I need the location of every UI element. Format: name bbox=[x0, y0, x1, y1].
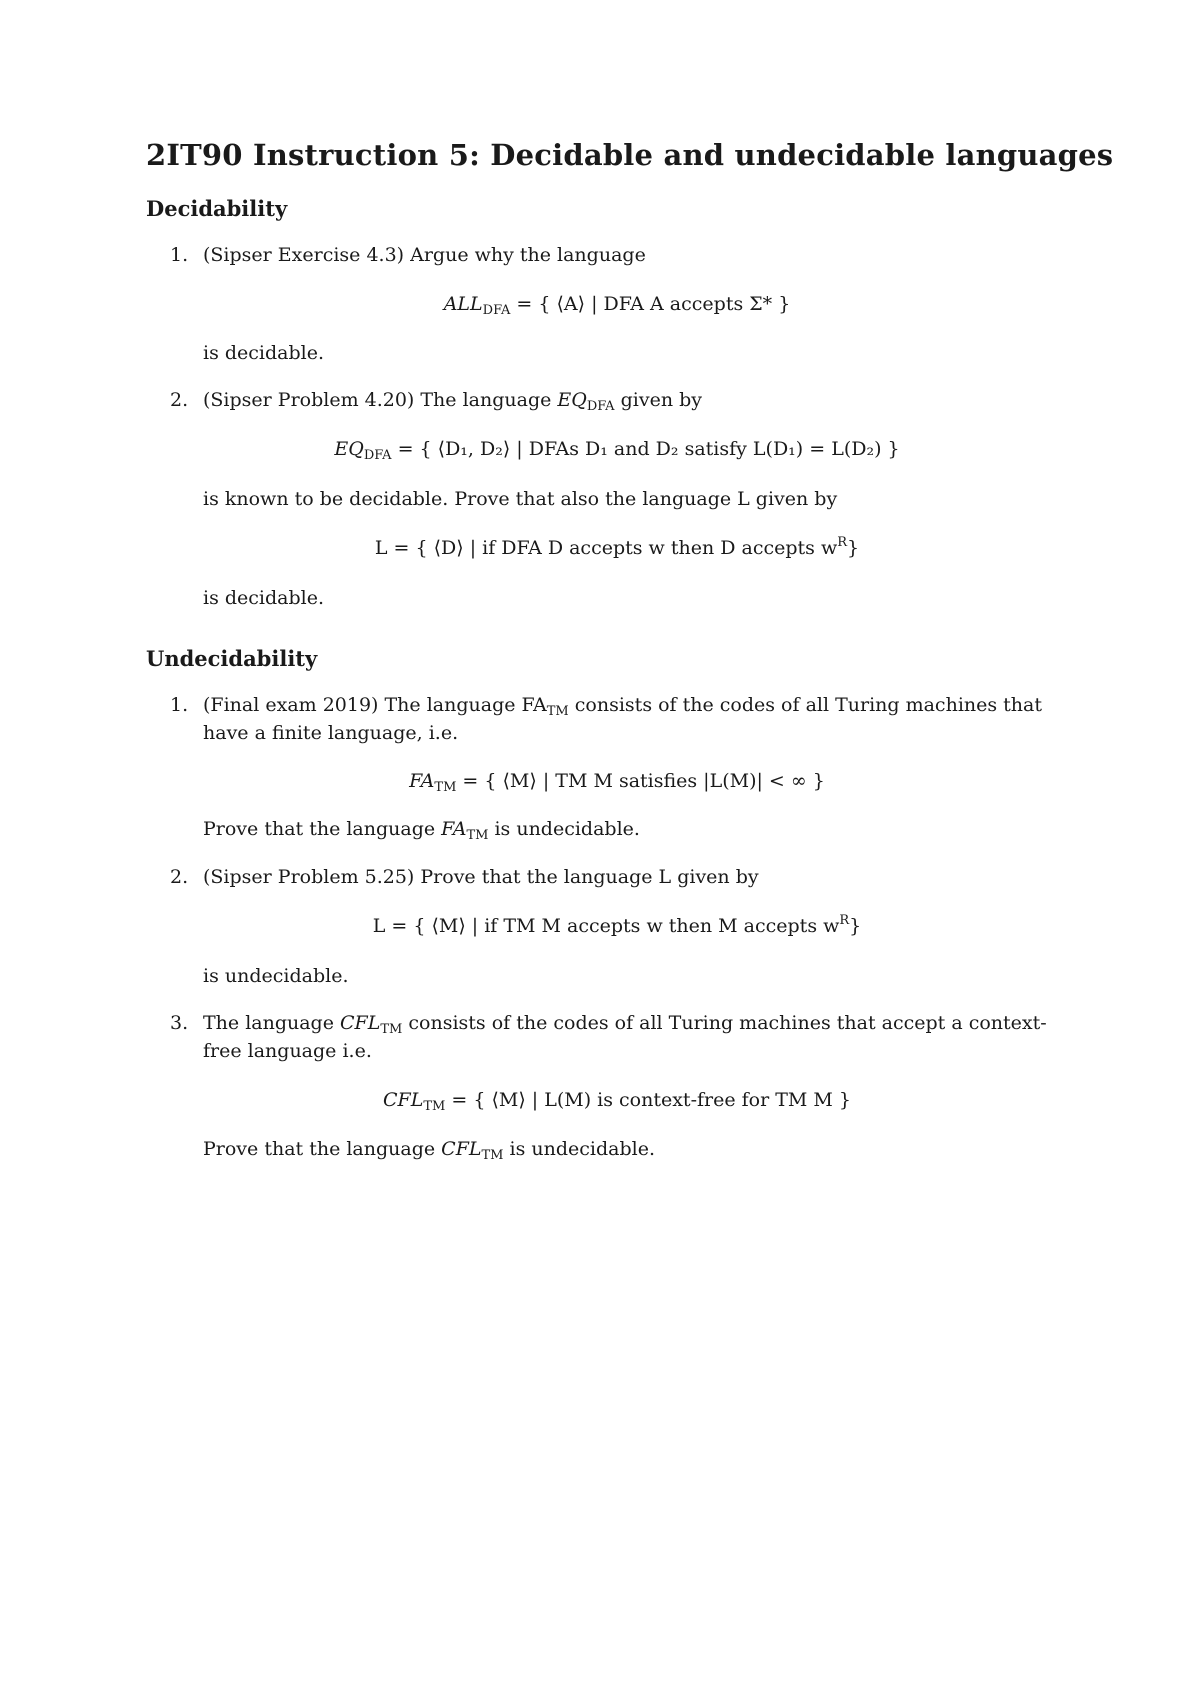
lang-name: CFL bbox=[340, 1012, 381, 1034]
text-run: is undecidable. bbox=[488, 818, 640, 840]
item-number: 2. bbox=[170, 389, 189, 411]
formula-subscript: DFA bbox=[363, 448, 392, 463]
text-run: Prove that the language bbox=[203, 1138, 442, 1160]
text-run: Prove that the language bbox=[203, 818, 442, 840]
section-heading-undecidability: Undecidability bbox=[146, 646, 318, 671]
formula-eq-dfa bbox=[0, 438, 1200, 463]
text-run: The language bbox=[203, 1012, 341, 1034]
item-text bbox=[203, 694, 1042, 719]
item-text bbox=[203, 1012, 1047, 1037]
item-text: (Sipser Problem 5.25) Prove that the language L given by bbox=[203, 866, 759, 888]
item-text-continued: free language i.e. bbox=[203, 1040, 372, 1062]
lang-name: CFL bbox=[441, 1138, 482, 1160]
item-conclusion bbox=[203, 818, 640, 843]
formula-cfl-tm bbox=[0, 1089, 1200, 1114]
formula-fa-tm bbox=[0, 770, 1200, 795]
text-run: consists of the codes of all Turing machines that accept a context- bbox=[402, 1012, 1047, 1034]
formula-end: } bbox=[847, 537, 860, 559]
lang-subscript: TM bbox=[546, 704, 569, 719]
lang-subscript: TM bbox=[380, 1022, 403, 1037]
formula-body: L = { ⟨D⟩ | if DFA D accepts w then D accepts w bbox=[374, 537, 838, 559]
item-number: 3. bbox=[170, 1012, 189, 1034]
item-text: is known to be decidable. Prove that also the language L given by bbox=[203, 488, 838, 510]
formula-all-dfa bbox=[0, 293, 1200, 318]
lang-name: EQ bbox=[557, 389, 587, 411]
formula-end: } bbox=[849, 915, 862, 937]
lang-subscript: DFA bbox=[586, 399, 615, 414]
formula-superscript: R bbox=[839, 913, 850, 928]
item-conclusion bbox=[203, 1138, 656, 1163]
formula-body: = { ⟨A⟩ | DFA A accepts Σ* } bbox=[510, 293, 791, 315]
text-run: (Sipser Problem 4.20) The language bbox=[203, 389, 558, 411]
item-text bbox=[203, 389, 702, 414]
formula-lang-name: CFL bbox=[383, 1089, 424, 1111]
lang-subscript: TM bbox=[466, 828, 489, 843]
lang-subscript: TM bbox=[481, 1148, 504, 1163]
item-text: (Sipser Exercise 4.3) Argue why the language bbox=[203, 244, 646, 266]
formula-body: = { ⟨M⟩ | TM M satisfies |L(M)| < ∞ } bbox=[456, 770, 825, 792]
formula-lang-name: EQ bbox=[334, 438, 364, 460]
text-run: consists of the codes of all Turing machines that bbox=[568, 694, 1042, 716]
formula-l-tm-reverse bbox=[0, 915, 1200, 937]
section-heading-decidability: Decidability bbox=[146, 196, 288, 221]
text-run: (Final exam 2019) The language FA bbox=[203, 694, 547, 716]
item-conclusion: is undecidable. bbox=[203, 965, 349, 987]
formula-superscript: R bbox=[837, 535, 848, 550]
item-number: 1. bbox=[170, 694, 189, 716]
formula-subscript: DFA bbox=[482, 303, 511, 318]
page-title: 2IT90 Instruction 5: Decidable and undecidable languages bbox=[146, 138, 1114, 172]
formula-body: = { ⟨M⟩ | L(M) is context-free for TM M } bbox=[445, 1089, 851, 1111]
formula-body: L = { ⟨M⟩ | if TM M accepts w then M accepts w bbox=[372, 915, 840, 937]
formula-body: = { ⟨D₁, D₂⟩ | DFAs D₁ and D₂ satisfy L(D₁) = L(D₂) } bbox=[391, 438, 900, 460]
lang-name: FA bbox=[441, 818, 467, 840]
formula-l-dfa-reverse bbox=[0, 537, 1200, 559]
item-conclusion: is decidable. bbox=[203, 587, 325, 609]
item-text-continued: have a finite language, i.e. bbox=[203, 722, 459, 744]
text-run: given by bbox=[614, 389, 702, 411]
text-run: is undecidable. bbox=[503, 1138, 656, 1160]
formula-lang-name: ALL bbox=[443, 293, 483, 315]
item-number: 1. bbox=[170, 244, 189, 266]
formula-subscript: TM bbox=[423, 1099, 446, 1114]
item-number: 2. bbox=[170, 866, 189, 888]
formula-subscript: TM bbox=[434, 780, 457, 795]
item-conclusion: is decidable. bbox=[203, 342, 325, 364]
formula-lang-name: FA bbox=[409, 770, 435, 792]
